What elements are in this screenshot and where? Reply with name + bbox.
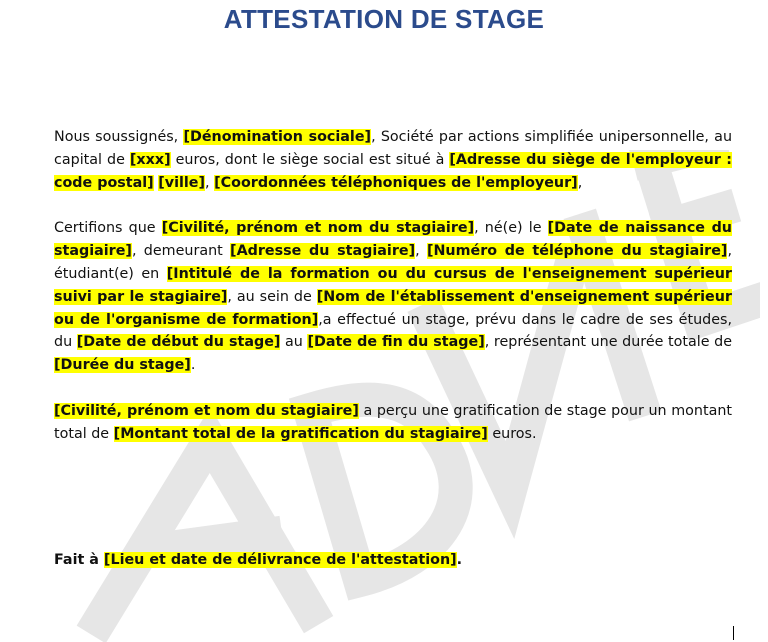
text: , représentant une durée totale de xyxy=(484,334,732,351)
placeholder-start-date: [Date de début du stage] xyxy=(76,334,281,351)
page-title: ATTESTATION DE STAGE xyxy=(223,4,545,34)
text: , xyxy=(415,243,427,260)
text: euros, dont le siège social est situé à xyxy=(170,151,450,168)
placeholder-intern-name-2: [Civilité, prénom et nom du stagiaire] xyxy=(54,402,359,419)
paragraph-gratification xyxy=(54,400,732,446)
placeholder-employer-phone: [Coordonnées téléphoniques de l'employeur] xyxy=(214,174,578,191)
signoff-line xyxy=(54,549,462,572)
document-body xyxy=(54,126,732,469)
text: , demeurant xyxy=(131,243,231,260)
placeholder-capital: [xxx] xyxy=(129,151,171,168)
placeholder-employer-address: [Adresse du siège de l'employeur : code postal] xyxy=(54,151,733,191)
text-cursor xyxy=(733,626,734,640)
text: . xyxy=(456,552,463,568)
watermark-letter-a-bar xyxy=(155,535,265,550)
text: , Société par actions simplifiée unipersonnelle, au capital de xyxy=(54,129,732,168)
placeholder-place-date: [Lieu et date de délivrance de l'attestation] xyxy=(103,552,457,568)
text: Nous soussignés, xyxy=(54,129,184,145)
paragraph-intern xyxy=(54,217,732,377)
text: au xyxy=(280,334,308,351)
text: , étudiant(e) en xyxy=(54,243,732,282)
text: . xyxy=(190,357,196,374)
placeholder-intern-birthdate: [Date de naissance du stagiaire] xyxy=(54,220,732,260)
placeholder-intern-name: [Civilité, prénom et nom du stagiaire] xyxy=(161,220,475,237)
placeholder-duration: [Durée du stage] xyxy=(54,357,191,374)
placeholder-training-title: [Intitulé de la formation ou du cursus de l'enseignement supérieur suivi par le stagiaire] xyxy=(54,265,732,305)
placeholder-company-name: [Dénomination sociale] xyxy=(183,129,372,145)
placeholder-end-date: [Date de fin du stage] xyxy=(307,334,485,351)
paragraph-employer xyxy=(54,126,732,194)
text: ,a effectué un stage, prévu dans le cadre de ses études, du xyxy=(54,311,732,351)
placeholder-gratification-amount: [Montant total de la gratification du stagiaire] xyxy=(113,425,488,442)
text: , au sein de xyxy=(227,288,317,305)
text: , xyxy=(205,174,215,191)
text: Certifions que xyxy=(54,220,162,237)
text: , né(e) le xyxy=(474,220,548,237)
signoff-label: Fait à xyxy=(54,552,104,568)
placeholder-intern-address: [Adresse du stagiaire] xyxy=(230,243,416,260)
text: , xyxy=(577,174,583,191)
placeholder-intern-phone: [Numéro de téléphone du stagiaire] xyxy=(426,243,728,260)
placeholder-city: [ville] xyxy=(158,174,206,191)
placeholder-institution-name: [Nom de l'établissement d'enseignement supérieur ou de l'organisme de formation] xyxy=(54,288,732,328)
text: a perçu une gratification de stage pour un montant total de xyxy=(54,402,732,442)
text: euros. xyxy=(487,425,537,442)
